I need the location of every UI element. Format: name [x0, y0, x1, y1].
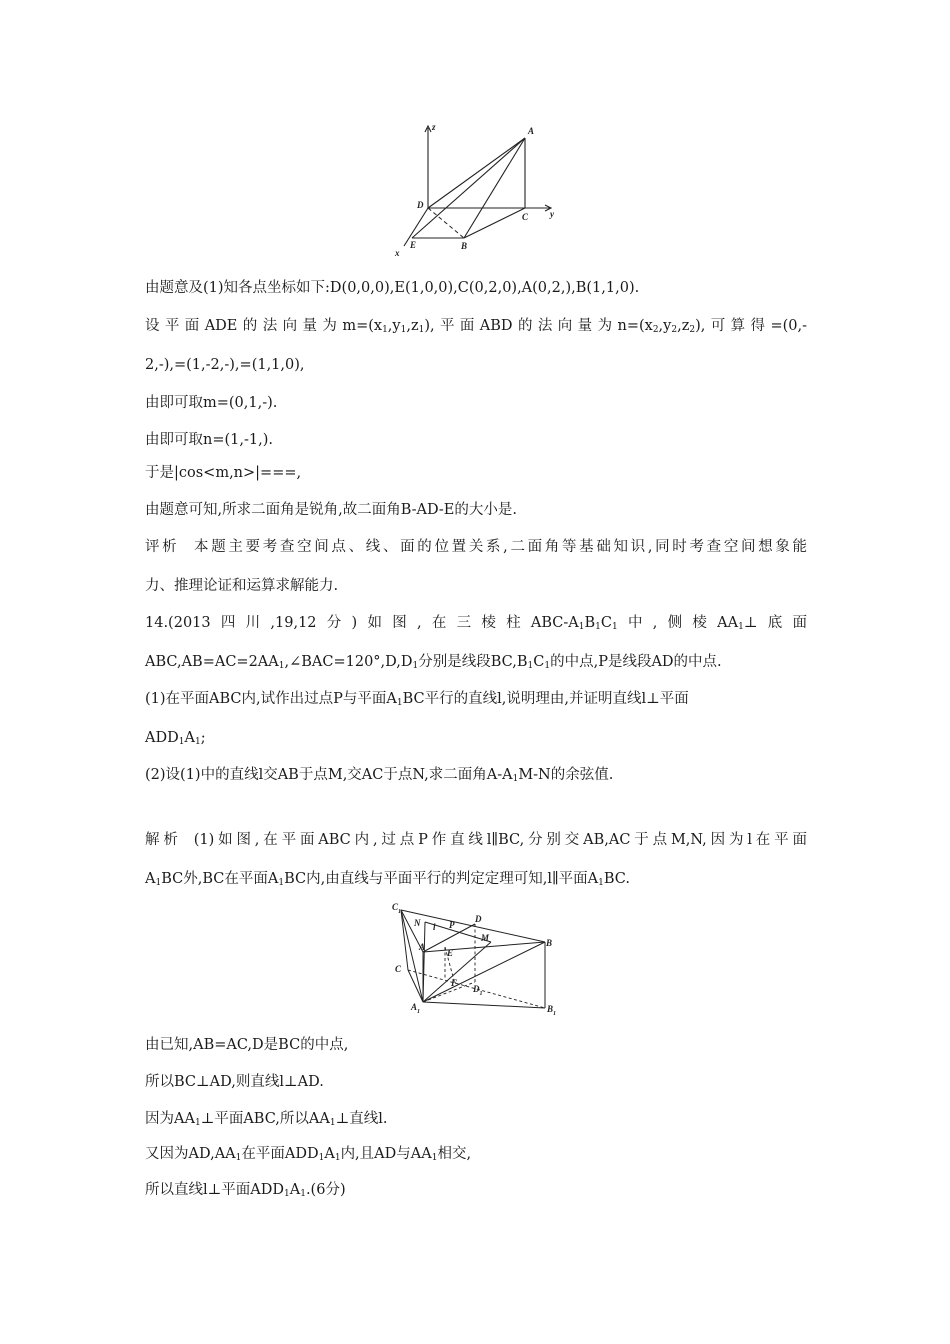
- text-line-aa1-perp: 因为$AA_1\perp$平面ABC,所以$AA_1\perp$直线l.: [145, 1111, 388, 1128]
- label-E: E: [410, 240, 417, 250]
- label-x: x: [395, 248, 400, 258]
- text-line-comment: 评析 本题主要考查空间点、线、面的位置关系,二面角等基础知识,同时考查空间想象能: [145, 539, 808, 555]
- label-B1: $B_1$: [547, 1004, 557, 1015]
- text-line-normal-vectors: 设平面ADE的法向量为$m=(x_1,y_1,z_1)$,平面ABD的法向量为$n=(x_2,y_2,z_2)$,可算得=(0,-: [145, 318, 808, 335]
- text-line-problem14-cont: $ABC,AB=AC=2AA_1,\angle BAC=120^\circ,D,D_1$分别是线段$BC,B_1C_1$的中点,P是线段AD的中点.: [145, 654, 722, 671]
- text-line-problem14: 14.(2013四川,19,12分)如图,在三棱柱ABC-$A_1B_1C_1$中,侧棱$AA_1\perp$底面: [145, 615, 807, 632]
- label-D1: $D_1$: [473, 984, 483, 997]
- text-line-part2: (2)设(1)中的直线l交AB于点M,交AC于点N,求二面角$A-A_1M-N$的余弦值.: [145, 767, 614, 784]
- text-line-perp-ad: 所以BC⊥AD,则直线l⊥AD.: [145, 1074, 324, 1090]
- text-line-comment-cont: 力、推理论证和运算求解能力.: [145, 578, 339, 594]
- label-l: l: [433, 922, 436, 932]
- edge-AD: [428, 138, 525, 208]
- label-D: D: [417, 200, 424, 210]
- text-line-conclusion: 由题意可知,所求二面角是锐角,故二面角B-AD-E的大小是.: [145, 502, 517, 518]
- label-F: F: [451, 978, 458, 988]
- text-line-intersect: 又因为$AD,AA_1$在平面$ADD_1A_1$内,且AD与$AA_1$相交,: [145, 1146, 472, 1163]
- text-line-part1: (1)在平面ABC内,试作出过点P与平面$A_1BC$平行的直线l,说明理由,并证明直线l⊥平面: [145, 691, 689, 708]
- text-line-solution-cont: $A_1BC$外,BC在平面$A_1BC$内,由直线与平面平行的判定定理可知,l∥平面$A_1BC$.: [145, 871, 630, 888]
- label-A: A: [419, 942, 426, 952]
- label-M: M: [481, 933, 490, 943]
- label-A1: $A_1$: [411, 1002, 421, 1015]
- label-N: N: [414, 918, 421, 928]
- label-B: B: [546, 938, 553, 948]
- text-line-solution: 解析 (1)如图,在平面ABC内,过点P作直线l∥BC,分别交AB,AC于点M,N,因为l在平面: [145, 832, 808, 848]
- label-y: y: [550, 209, 554, 219]
- edge-C1B: [401, 910, 545, 942]
- text-line-final: 所以直线l⊥平面$ADD_1A_1.(6$分): [145, 1182, 346, 1199]
- label-D: D: [475, 914, 482, 924]
- text-line-coords: 由题意及(1)知各点坐标如下:D(0,0,0),E(1,0,0),C(0,2,0),A(0,2,),B(1,1,0).: [145, 280, 640, 296]
- text-line-m: 由即可取m=(0,1,-).: [145, 395, 278, 411]
- edge-A1D1-hidden: [423, 982, 475, 1002]
- text-line-cos: 于是|cos<m,n>|===,: [145, 465, 302, 481]
- edge-DB-hidden: [428, 208, 464, 238]
- edge-C1C: [401, 910, 408, 970]
- text-line-n: 由即可取n=(1,-1,).: [145, 432, 273, 448]
- text-line-part1-cont: $ADD_1A_1$;: [145, 730, 206, 747]
- label-z: z: [432, 122, 436, 132]
- figure-coordinate-pyramid: [392, 116, 567, 266]
- label-C: C: [395, 964, 402, 974]
- label-C: C: [522, 212, 529, 222]
- edge-C-A1: [408, 970, 423, 1002]
- label-B: B: [461, 241, 468, 251]
- label-C1: $C_1$: [392, 902, 402, 915]
- label-E: E: [447, 948, 454, 958]
- label-A: A: [528, 126, 535, 136]
- label-P: P: [449, 920, 455, 930]
- text-line-vectors: 2,-),=(1,-2,-),=(1,1,0),: [145, 357, 305, 373]
- edge-AE: [412, 138, 525, 238]
- text-line-known: 由已知,AB=AC,D是BC的中点,: [145, 1037, 349, 1053]
- figure-triangular-prism: [387, 900, 562, 1015]
